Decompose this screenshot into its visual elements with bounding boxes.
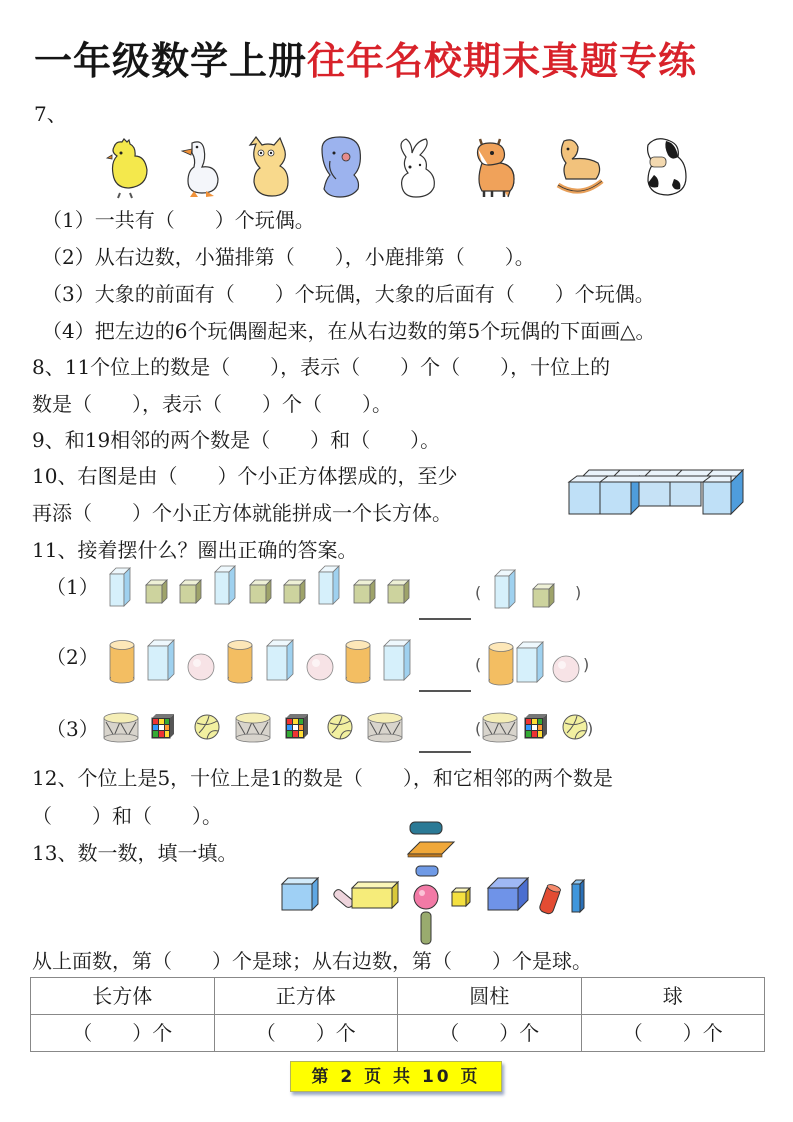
q11-row3-answer-blank[interactable] [419,751,471,753]
q13-shapes-figure [278,818,598,946]
page-indicator: 第 2 页 共 10 页 [290,1061,502,1092]
q11-row1-label: （1） [46,575,99,599]
q11-row1-sequence [110,566,410,608]
q8-line-1: 8、11个位上的数是（ ），表示（ ）个（ ），十位上的 [32,355,611,379]
q10-line-2: 再添（ ）个小正方体就能拼成一个长方体。 [32,501,452,525]
close-paren: ) [575,583,582,602]
q11-row2-sequence [110,638,420,684]
red-cylinder-shape [538,883,561,915]
q7-item-3: （3）大象的前面有（ ）个玩偶，大象的后面有（ ）个玩偶。 [42,282,655,306]
open-paren: ( [475,583,482,602]
q11-row3-sequence [104,710,404,744]
q7-item-2: （2）从右边数，小猫排第（ ），小鹿排第（ ）。 [42,245,535,269]
answer-cell-cylinder[interactable]: （ ）个 [398,1015,582,1052]
q12-line-2: （ ）和（ ）。 [32,804,222,828]
header-sphere: 球 [581,978,765,1015]
short-cylinder-shape [416,866,438,876]
q13-line-1: 13、数一数，填一填。 [32,841,238,865]
long-cuboid-shape [352,882,398,908]
deer-icon [470,135,518,199]
table-header-row [31,978,765,1015]
title-red-part: 往年名校期末真题专练 [307,39,698,83]
q13-line-2: 从上面数，第（ ）个是球；从右边数，第（ ）个是球。 [32,949,592,973]
tilted-cylinder-shape [332,888,355,909]
flat-cuboid-shape [408,842,454,854]
q11-row2-label: （2） [46,645,99,669]
cylinder-shape [410,822,442,834]
small-cube-shape [452,888,470,906]
vertical-cylinder-shape [421,912,431,944]
header-cylinder: 圆柱 [398,978,582,1015]
blue-cuboid-shape [488,878,528,910]
q7-number: 7、 [34,102,67,126]
answer-cell-cube[interactable]: （ ）个 [214,1015,398,1052]
q11-line-1: 11、接着摆什么？圈出正确的答案。 [32,538,358,562]
tall-blue-cuboid-shape [572,880,584,912]
q11-row1-options[interactable] [475,570,585,614]
q11-row3-label: （3） [46,717,99,741]
chick-icon [104,135,152,199]
answer-cell-cuboid[interactable]: （ ）个 [31,1015,215,1052]
page-title [34,39,698,83]
header-cube: 正方体 [214,978,398,1015]
q12-line-1: 12、个位上是5，十位上是1的数是（ ），和它相邻的两个数是 [32,766,613,790]
q8-line-2: 数是（ ），表示（ ）个（ ）。 [32,392,392,416]
cow-icon [640,135,688,199]
header-cuboid: 长方体 [31,978,215,1015]
cat-icon [244,135,292,199]
rabbit-icon [392,135,440,199]
q7-item-1: （1）一共有（ ）个玩偶。 [42,208,315,232]
q11-row2-answer-blank[interactable] [419,690,471,692]
svg-text:): ) [587,719,594,738]
elephant-icon [316,135,364,199]
q10-line-1: 10、右图是由（ ）个小正方体摆成的，至少 [32,464,458,488]
table-answer-row [31,1015,765,1052]
title-black-part: 一年级数学上册 [34,39,308,83]
q11-row1-answer-blank[interactable] [419,618,471,620]
sphere-shape [414,885,438,909]
goose-icon [176,135,224,199]
q11-row2-options[interactable] [475,640,595,686]
answer-cell-sphere[interactable]: （ ）个 [581,1015,765,1052]
cube-arrangement-figure [567,466,743,518]
cube-shape [282,878,318,910]
svg-text:): ) [583,655,590,674]
svg-text:(: ( [475,655,482,674]
shape-count-table [30,977,765,1052]
q9-line-1: 9、和19相邻的两个数是（ ）和（ ）。 [32,428,441,452]
q11-row3-options[interactable] [475,710,595,744]
q7-item-4: （4）把左边的6个玩偶圈起来，在从右边数的第5个玩偶的下面画△。 [42,319,656,343]
rocking-horse-icon [556,135,604,199]
svg-text:(: ( [475,719,482,738]
